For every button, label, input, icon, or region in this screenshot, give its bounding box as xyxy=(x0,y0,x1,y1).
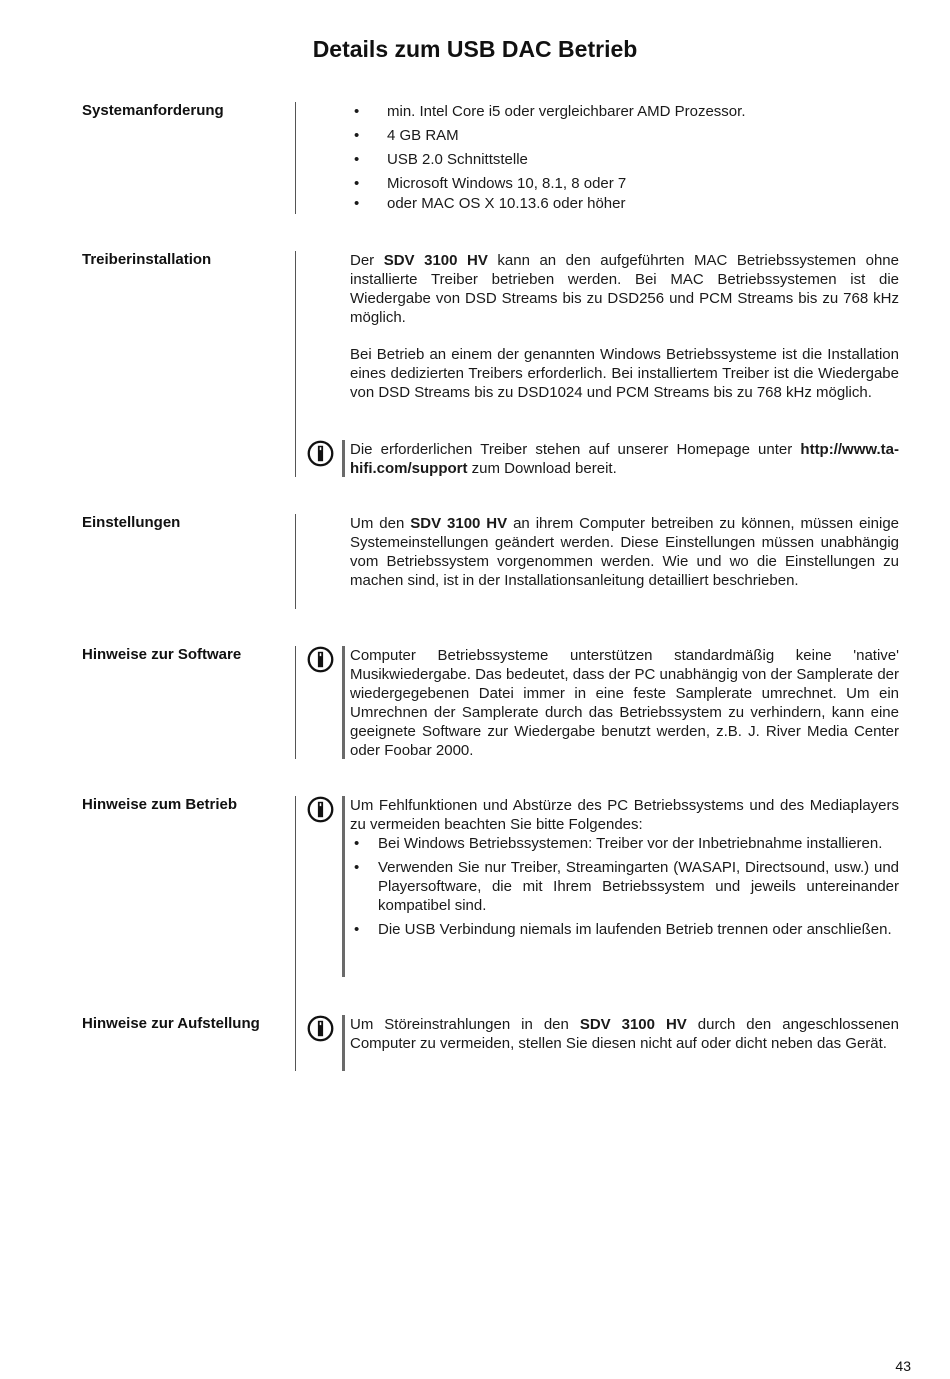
page-number: 43 xyxy=(895,1358,911,1374)
list-item: • Bei Windows Betriebssystemen: Treiber vor der Inbetriebnahme installieren. xyxy=(350,834,899,853)
note-bar xyxy=(342,440,345,477)
section-label: Systemanforderung xyxy=(82,102,224,119)
software-note xyxy=(350,646,899,760)
note-bar xyxy=(342,646,345,759)
info-icon xyxy=(307,1015,334,1042)
list-item: • min. Intel Core i5 oder vergleichbarer AMD Prozessor. xyxy=(350,102,899,126)
list-item: • Microsoft Windows 10, 8.1, 8 oder 7 xyxy=(350,174,899,194)
info-icon xyxy=(307,440,334,467)
section-label: Einstellungen xyxy=(82,514,181,531)
paragraph: Um den SDV 3100 HV an ihrem Computer betreiben zu können, müssen einige Systemeinstellungen geändert werden. Diese Einstellungen müssen unabhängig vom Betriebssystem vorgenommen werden. Wie und wo die Einstellungen zu machen sind, ist in der Installationsanleitung detailliert beschrieben. xyxy=(350,515,899,589)
product-name: SDV 3100 HV xyxy=(579,1016,687,1033)
list-item: • 4 GB RAM xyxy=(350,126,899,150)
operation-note xyxy=(350,796,899,939)
note-text: Computer Betriebssysteme unterstützen standardmäßig keine 'native' Musikwiedergabe. Das bedeutet, dass der PC unabhängig von der Samplerate der wiedergegebenen Datei immer in eine feste Samplerate umrechnet. Um ein Umrechnen der Samplerate durch das Betriebssystem zu verhindern, kann eine geeignete Software zur Wiedergabe benutzt werden, z.B. J. River Media Center oder Foobar 2000. xyxy=(350,647,899,759)
driver-text xyxy=(350,251,899,402)
product-name: SDV 3100 HV xyxy=(410,515,508,532)
driver-note xyxy=(350,440,899,478)
section-label: Hinweise zum Betrieb xyxy=(82,796,238,813)
list-item: • USB 2.0 Schnittstelle xyxy=(350,150,899,174)
divider-line xyxy=(295,646,296,759)
section-label: Hinweise zur Software xyxy=(82,646,242,663)
paragraph: Der SDV 3100 HV kann an den aufgeführten MAC Betriebssystemen ohne installierte Treiber betrieben werden. Bei MAC Betriebssystemen ist die Wiedergabe von DSD Streams bis zu DSD256 und PCM Streams bis zu 768 kHz möglich. xyxy=(350,252,899,326)
support-link[interactable]: http://www.ta-hifi.com/support xyxy=(350,441,899,477)
requirements-list xyxy=(350,102,899,213)
product-name: SDV 3100 HV xyxy=(383,252,488,269)
list-item: • Verwenden Sie nur Treiber, Streamingarten (WASAPI, Directsound, usw.) und Playersoftware, die mit Ihrem Betriebssystem und jeweils untereinander kompatibel sind. xyxy=(350,858,899,915)
info-icon xyxy=(307,646,334,673)
section-label: Hinweise zur Aufstellung xyxy=(82,1015,260,1032)
note-intro: Um Fehlfunktionen und Abstürze des PC Betriebssystems und des Mediaplayers zu vermeiden beachten Sie bitte Folgendes: xyxy=(350,797,899,833)
section-label: Treiberinstallation xyxy=(82,251,212,268)
info-icon xyxy=(307,796,334,823)
divider-line xyxy=(295,102,296,214)
placement-note xyxy=(350,1015,899,1053)
list-item: • Die USB Verbindung niemals im laufenden Betrieb trennen oder anschließen. xyxy=(350,920,899,939)
paragraph: Bei Betrieb an einem der genannten Windows Betriebssysteme ist die Installation eines dedizierten Treibers erforderlich. Bei installiertem Treiber ist die Wiedergabe von DSD Streams bis zu DSD1024 und PCM Streams bis zu 768 kHz möglich. xyxy=(350,346,899,401)
note-bar xyxy=(342,1015,345,1071)
divider-line xyxy=(295,796,296,1071)
note-text: Die erforderlichen Treiber stehen auf unserer Homepage unter http://www.ta-hifi.com/support zum Download bereit. xyxy=(350,441,899,477)
note-text: Um Störeinstrahlungen in den SDV 3100 HV durch den angeschlossenen Computer zu vermeiden, stellen Sie diesen nicht auf oder dicht neben das Gerät. xyxy=(350,1016,899,1052)
divider-line xyxy=(295,514,296,609)
page-title: Details zum USB DAC Betrieb xyxy=(312,36,638,62)
list-item: • oder MAC OS X 10.13.6 oder höher xyxy=(350,194,899,213)
note-bar xyxy=(342,796,345,977)
divider-line xyxy=(295,251,296,477)
operation-list xyxy=(350,834,899,939)
settings-text xyxy=(350,514,899,590)
